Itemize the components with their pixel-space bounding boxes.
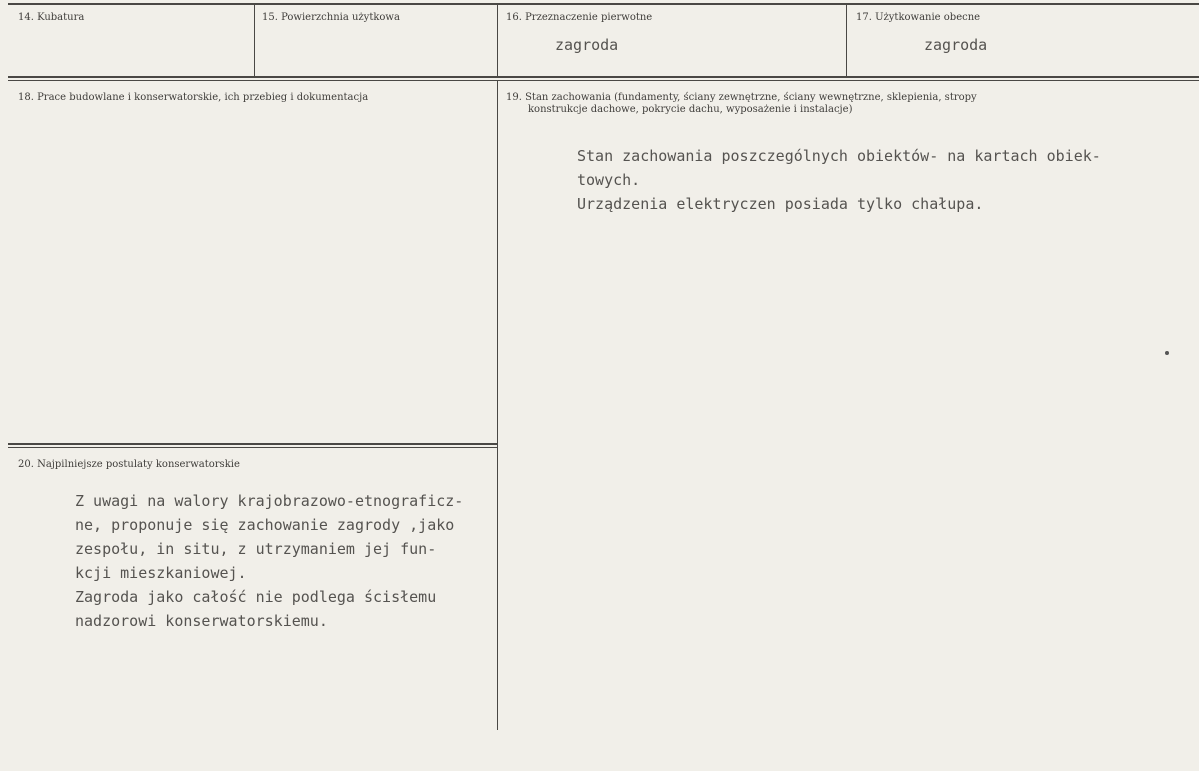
field-16-value: zagroda [555, 36, 619, 54]
field-19-text [577, 144, 1101, 216]
row1-bottom-border [8, 76, 1199, 78]
divider-main [497, 80, 498, 730]
field-19-line: Urządzenia elektryczen posiada tylko chałupa. [577, 195, 984, 213]
field-15-label: 15. Powierzchnia użytkowa [262, 12, 400, 23]
divider-18-20-b [8, 447, 497, 448]
field-17-label: 17. Użytkowanie obecne [856, 12, 981, 23]
divider-16-17 [846, 4, 847, 78]
divider-15-16 [497, 4, 498, 78]
top-border [8, 3, 1199, 5]
field-19-line: Stan zachowania poszczególnych obiektów- na kartach obiek- [577, 147, 1101, 165]
field-19-line: towych. [577, 171, 641, 189]
divider-18-20 [8, 443, 497, 445]
row1-bottom-border-2 [8, 80, 1199, 81]
field-16-label: 16. Przeznaczenie pierwotne [506, 12, 653, 23]
field-20-label: 20. Najpilniejsze postulaty konserwatorskie [18, 459, 240, 470]
field-20-line: ne, proponuje się zachowanie zagrody ,jako [75, 516, 455, 534]
field-17-value: zagroda [924, 36, 988, 54]
field-18-label: 18. Prace budowlane i konserwatorskie, ich przebieg i dokumentacja [18, 92, 369, 103]
speck [1165, 351, 1169, 355]
field-20-line: nadzorowi konserwatorskiemu. [75, 612, 328, 630]
field-19-label-line2: konstrukcje dachowe, pokrycie dachu, wyposażenie i instalacje) [528, 104, 853, 115]
field-20-text [75, 489, 463, 633]
field-20-line: Z uwagi na walory krajobrazowo-etnograficz- [75, 492, 464, 510]
divider-14-15 [254, 4, 255, 78]
field-19-label-line1: 19. Stan zachowania (fundamenty, ściany zewnętrzne, ściany wewnętrzne, sklepienia, stropy [506, 92, 977, 103]
field-20-line: kcji mieszkaniowej. [75, 564, 247, 582]
field-20-line: Zagroda jako całość nie podlega ścisłemu [75, 588, 437, 606]
field-20-line: zespołu, in situ, z utrzymaniem jej fun- [75, 540, 437, 558]
field-14-label: 14. Kubatura [18, 12, 85, 23]
